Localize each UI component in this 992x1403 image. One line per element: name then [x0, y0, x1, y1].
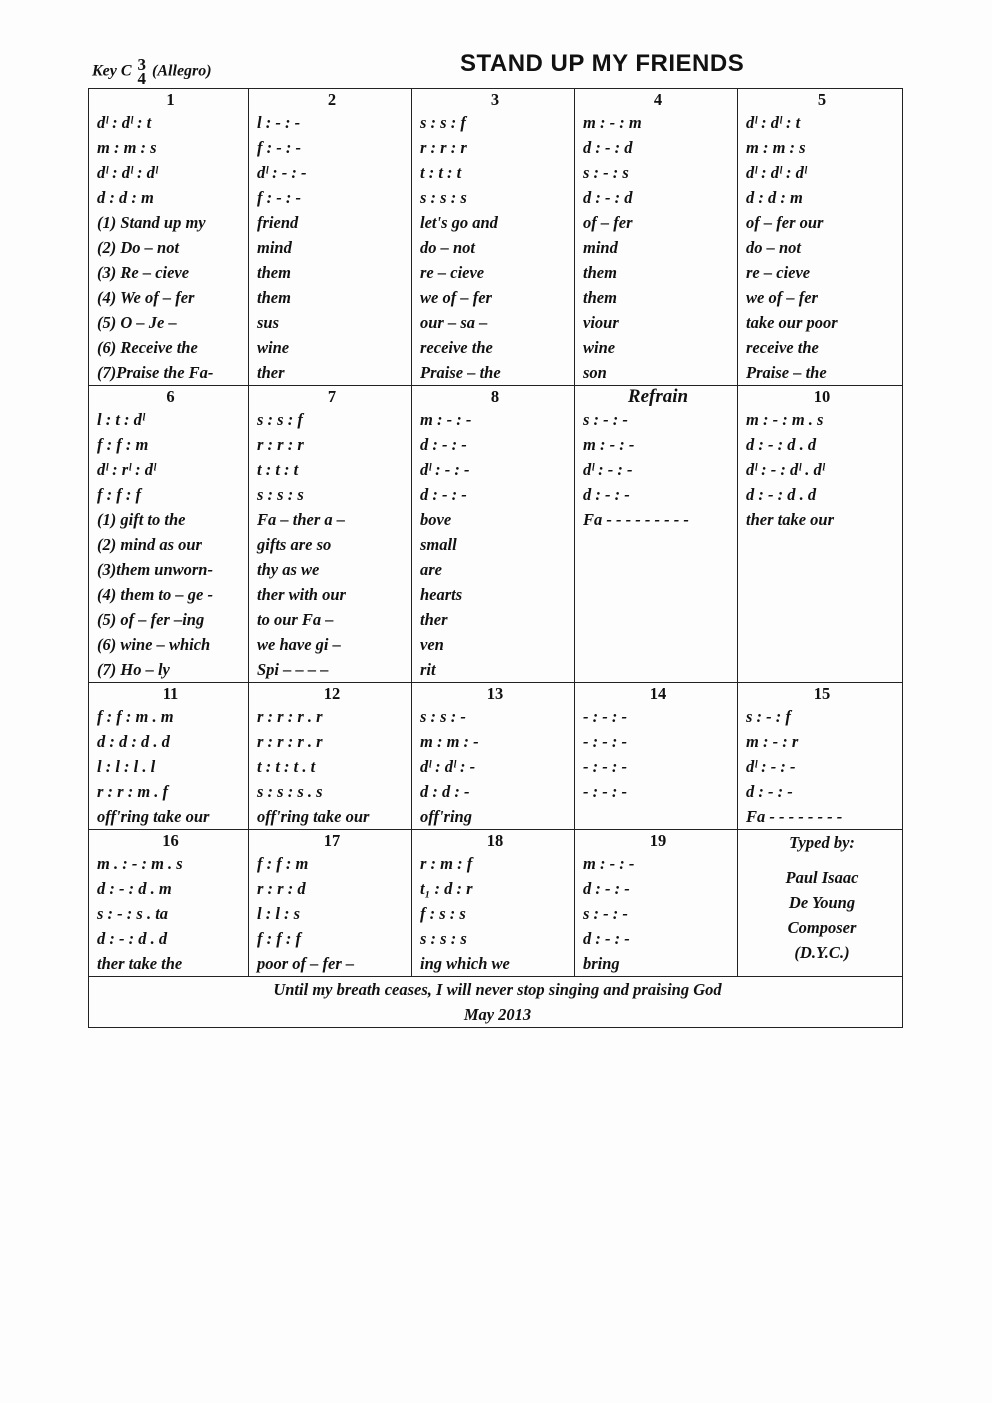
- lyric-line: them: [257, 288, 291, 307]
- lyric-line: bring: [583, 954, 620, 973]
- time-signature-top: 3: [137, 55, 147, 74]
- solfa-line: s : s : s: [420, 929, 467, 948]
- solfa-line: r : m : f: [420, 854, 473, 873]
- measure-cell: [412, 89, 575, 386]
- measure-number: 2: [327, 90, 337, 109]
- score-row: [89, 683, 903, 830]
- score-table: [88, 88, 903, 1028]
- lyric-line: ther with our: [257, 585, 346, 604]
- lyric-line: them: [583, 288, 617, 307]
- lyric-line: we of – fer: [420, 288, 492, 307]
- solfa-line: - : - : -: [583, 757, 627, 776]
- lyric-line: are: [420, 560, 442, 579]
- lyric-line: (4) We of – fer: [97, 288, 195, 307]
- lyric-line: (1) gift to the: [97, 510, 186, 529]
- solfa-line: d : - : -: [583, 485, 630, 504]
- typist-surname: De Young: [788, 893, 856, 912]
- solfa-line: d : - : d: [583, 188, 633, 207]
- measure-number: 1: [166, 90, 175, 109]
- lyric-line: re – cieve: [746, 263, 811, 282]
- solfa-line: s : - : f: [746, 707, 791, 726]
- solfa-line: s : - : s: [583, 163, 629, 182]
- typist-name: Paul Isaac: [785, 868, 859, 887]
- lyric-line: viour: [583, 313, 619, 332]
- lyric-line: ther take the: [97, 954, 183, 973]
- refrain-label: Refrain: [627, 386, 689, 407]
- measure-cell: [575, 683, 738, 830]
- lyric-line: to our Fa –: [257, 610, 334, 629]
- lyric-line: of – fer our: [746, 213, 824, 232]
- measure-cell: [89, 830, 249, 977]
- solfa-line: s : s : s . s: [257, 782, 323, 801]
- solfa-line: dˡ : - : -: [257, 163, 307, 182]
- measure-number: 6: [166, 387, 175, 406]
- lyric-line: (3)them unworn-: [97, 560, 213, 579]
- lyric-line: Fa – ther a –: [257, 510, 346, 529]
- solfa-line: s : s : -: [420, 707, 466, 726]
- lyric-line: (3) Re – cieve: [97, 263, 190, 282]
- solfa-line: m : - : -: [583, 435, 635, 454]
- lyric-line: mind: [257, 238, 292, 257]
- lyric-line: (6) wine – which: [97, 635, 211, 654]
- solfa-line: t₁ : d : r: [420, 879, 473, 898]
- lyric-line: [583, 607, 733, 632]
- solfa-line: d : - : -: [583, 879, 630, 898]
- solfa-line: m : m : -: [420, 732, 479, 751]
- composer-initials: (D.Y.C.): [794, 943, 850, 962]
- lyric-line: (7)Praise the Fa-: [97, 363, 214, 382]
- measure-cell: [575, 386, 738, 683]
- solfa-line: m : m : s: [746, 138, 806, 157]
- solfa-line: m . : - : m . s: [97, 854, 183, 873]
- spacer: [746, 855, 898, 865]
- solfa-line: d : - : -: [746, 782, 793, 801]
- lyric-line: [746, 532, 898, 557]
- measure-number: 5: [817, 90, 827, 109]
- lyric-line: do – not: [746, 238, 802, 257]
- lyric-line: wine: [257, 338, 290, 357]
- lyric-line: of – fer: [583, 213, 633, 232]
- solfa-line: f : f : f: [257, 929, 301, 948]
- solfa-line: r : r : r . r: [257, 732, 323, 751]
- measure-cell: [89, 683, 249, 830]
- solfa-line: s : - : -: [583, 410, 628, 429]
- tempo-marking: (Allegro): [152, 62, 212, 80]
- lyric-line: ther: [257, 363, 285, 382]
- lyric-line: ther: [420, 610, 448, 629]
- solfa-line: r : r : r: [257, 435, 304, 454]
- lyric-line: [583, 532, 733, 557]
- measure-number: 8: [490, 387, 500, 406]
- lyric-line: (7) Ho – ly: [97, 660, 170, 679]
- lyric-line: Praise – the: [420, 363, 501, 382]
- lyric-line: Spi – – – –: [257, 660, 329, 679]
- lyric-line: poor of – fer –: [257, 954, 355, 973]
- lyric-line: [583, 804, 733, 829]
- lyric-line: we of – fer: [746, 288, 818, 307]
- lyric-line: [583, 582, 733, 607]
- lyric-line: off'ring take our: [97, 807, 210, 826]
- lyric-line: hearts: [420, 585, 463, 604]
- lyric-line: (2) Do – not: [97, 238, 180, 257]
- key-signature: [92, 55, 212, 88]
- solfa-line: f : f : m: [257, 854, 309, 873]
- measure-number: 19: [649, 831, 667, 850]
- score-row: [89, 830, 903, 977]
- solfa-line: - : - : -: [583, 707, 627, 726]
- solfa-line: dˡ : - : -: [420, 460, 470, 479]
- lyric-line: (5) of – fer –ing: [97, 610, 205, 629]
- solfa-line: d : - : d: [583, 138, 633, 157]
- measure-number: 4: [653, 90, 663, 109]
- measure-number: 14: [649, 684, 667, 703]
- lyric-line: ven: [420, 635, 444, 654]
- solfa-line: d : - : -: [583, 929, 630, 948]
- solfa-line: dˡ : - : dˡ . dˡ: [746, 460, 825, 479]
- measure-number: 15: [813, 684, 831, 703]
- measure-cell: [738, 89, 903, 386]
- solfa-line: f : f : m . m: [97, 707, 174, 726]
- solfa-line: t : t : t: [257, 460, 299, 479]
- solfa-line: l : t : dˡ: [97, 410, 145, 429]
- lyric-line: bove: [420, 510, 452, 529]
- solfa-line: - : - : -: [583, 732, 627, 751]
- lyric-line: [746, 582, 898, 607]
- solfa-line: dˡ : dˡ : dˡ: [746, 163, 807, 182]
- lyric-line: (1) Stand up my: [97, 213, 206, 232]
- lyric-line: [583, 632, 733, 657]
- score-row: [89, 89, 903, 386]
- credits-label: Typed by:: [789, 833, 855, 852]
- solfa-line: s : s : s: [257, 485, 304, 504]
- measure-cell: [738, 386, 903, 683]
- lyric-line: mind: [583, 238, 618, 257]
- score-row: [89, 386, 903, 683]
- solfa-line: m : - : m . s: [746, 410, 824, 429]
- solfa-line: d : - : -: [420, 485, 467, 504]
- solfa-line: f : s : s: [420, 904, 466, 923]
- lyric-line: them: [257, 263, 291, 282]
- credits-cell: [738, 830, 903, 977]
- solfa-line: r : r : m . f: [97, 782, 169, 801]
- lyric-line: take our poor: [746, 313, 838, 332]
- lyric-line: [746, 632, 898, 657]
- lyric-line: receive the: [420, 338, 493, 357]
- lyric-line: our – sa –: [420, 313, 488, 332]
- footer-quote: Until my breath ceases, I will never stop singing and praising God: [273, 980, 722, 999]
- key-label: Key C: [92, 62, 132, 80]
- measure-number: 18: [486, 831, 504, 850]
- solfa-line: s : s : f: [257, 410, 303, 429]
- lyric-line: ing which we: [420, 954, 510, 973]
- lyric-line: (5) O – Je –: [97, 313, 177, 332]
- lyric-line: rit: [420, 660, 436, 679]
- solfa-line: d : - : d . m: [97, 879, 172, 898]
- measure-number: 10: [813, 387, 831, 406]
- lyric-line: small: [420, 535, 457, 554]
- lyric-line: thy as we: [257, 560, 320, 579]
- solfa-line: d : d : m: [746, 188, 803, 207]
- score-header: [88, 44, 903, 88]
- solfa-line: dˡ : dˡ : t: [97, 113, 152, 132]
- measure-cell: [738, 683, 903, 830]
- measure-number: 7: [327, 387, 337, 406]
- lyric-line: sus: [257, 313, 280, 332]
- measure-cell: [575, 89, 738, 386]
- solfa-line: l : - : -: [257, 113, 301, 132]
- solfa-line: d : - : d . d: [746, 485, 817, 504]
- solfa-line: dˡ : dˡ : t: [746, 113, 801, 132]
- song-title: STAND UP MY FRIENDS: [460, 50, 745, 77]
- solfa-line: l : l : s: [257, 904, 301, 923]
- measure-cell: [575, 830, 738, 977]
- time-signature: [137, 55, 147, 88]
- measure-cell: [249, 683, 412, 830]
- solfa-line: dˡ : dˡ : dˡ: [97, 163, 158, 182]
- solfa-line: s : - : -: [583, 904, 628, 923]
- lyric-line: let's go and: [420, 213, 498, 232]
- measure-cell: [412, 386, 575, 683]
- composer-role: Composer: [787, 918, 857, 937]
- solfa-line: m : - : m: [583, 113, 642, 132]
- solfa-line: dˡ : dˡ : -: [420, 757, 476, 776]
- measure-cell: [249, 386, 412, 683]
- measure-cell: [89, 89, 249, 386]
- solfa-line: d : d : d . d: [97, 732, 170, 751]
- solfa-line: f : - : -: [257, 138, 301, 157]
- measure-number: 12: [323, 684, 341, 703]
- measure-number: 17: [323, 831, 341, 850]
- solfa-line: dˡ : - : -: [583, 460, 633, 479]
- lyric-line: son: [583, 363, 607, 382]
- lyric-line: them: [583, 263, 617, 282]
- solfa-line: f : - : -: [257, 188, 301, 207]
- time-signature-bottom: 4: [137, 69, 147, 88]
- measure-number: 11: [162, 684, 179, 703]
- solfa-line: d : - : d . d: [746, 435, 817, 454]
- solfa-line: d : d : m: [97, 188, 154, 207]
- lyric-line: [583, 557, 733, 582]
- measure-number: 16: [162, 831, 179, 850]
- lyric-line: [583, 657, 733, 682]
- lyric-line: Fa - - - - - - - -: [746, 807, 843, 826]
- lyric-line: off'ring take our: [257, 807, 370, 826]
- measure-cell: [249, 830, 412, 977]
- solfa-line: m : - : -: [583, 854, 635, 873]
- lyric-line: ther take our: [746, 510, 835, 529]
- solfa-line: - : - : -: [583, 782, 627, 801]
- lyric-line: re – cieve: [420, 263, 485, 282]
- solfa-line: s : - : s . ta: [97, 904, 169, 923]
- lyric-line: [746, 557, 898, 582]
- lyric-line: [746, 657, 898, 682]
- solfa-line: t : t : t: [420, 163, 462, 182]
- lyric-line: off'ring: [420, 807, 472, 826]
- solfa-line: d : - : d . d: [97, 929, 168, 948]
- solfa-line: d : - : -: [420, 435, 467, 454]
- lyric-line: friend: [257, 213, 299, 232]
- measure-cell: [412, 683, 575, 830]
- measure-number: 3: [490, 90, 500, 109]
- measure-cell: [249, 89, 412, 386]
- measure-number: 13: [486, 684, 504, 703]
- solfa-line: s : s : f: [420, 113, 466, 132]
- lyric-line: Fa - - - - - - - - -: [583, 510, 689, 529]
- footer-row: [89, 977, 903, 1028]
- solfa-line: d : d : -: [420, 782, 470, 801]
- footer-cell: [89, 977, 903, 1028]
- lyric-line: (4) them to – ge -: [97, 585, 213, 604]
- solfa-line: m : - : r: [746, 732, 799, 751]
- lyric-line: gifts are so: [257, 535, 332, 554]
- solfa-line: dˡ : - : -: [746, 757, 796, 776]
- lyric-line: Praise – the: [746, 363, 827, 382]
- solfa-line: r : r : r . r: [257, 707, 323, 726]
- footer-date: May 2013: [463, 1005, 532, 1024]
- lyric-line: wine: [583, 338, 616, 357]
- measure-cell: [89, 386, 249, 683]
- solfa-line: f : f : m: [97, 435, 149, 454]
- solfa-line: r : r : r: [420, 138, 467, 157]
- solfa-line: s : s : s: [420, 188, 467, 207]
- solfa-line: f : f : f: [97, 485, 141, 504]
- lyric-line: (6) Receive the: [97, 338, 198, 357]
- solfa-line: r : r : d: [257, 879, 306, 898]
- solfa-line: t : t : t . t: [257, 757, 316, 776]
- lyric-line: receive the: [746, 338, 819, 357]
- solfa-line: m : - : -: [420, 410, 472, 429]
- lyric-line: (2) mind as our: [97, 535, 202, 554]
- lyric-line: do – not: [420, 238, 476, 257]
- solfa-line: m : m : s: [97, 138, 157, 157]
- solfa-line: dˡ : rˡ : dˡ: [97, 460, 156, 479]
- lyric-line: [746, 607, 898, 632]
- solfa-line: l : l : l . l: [97, 757, 156, 776]
- lyric-line: we have gi –: [257, 635, 341, 654]
- measure-cell: [412, 830, 575, 977]
